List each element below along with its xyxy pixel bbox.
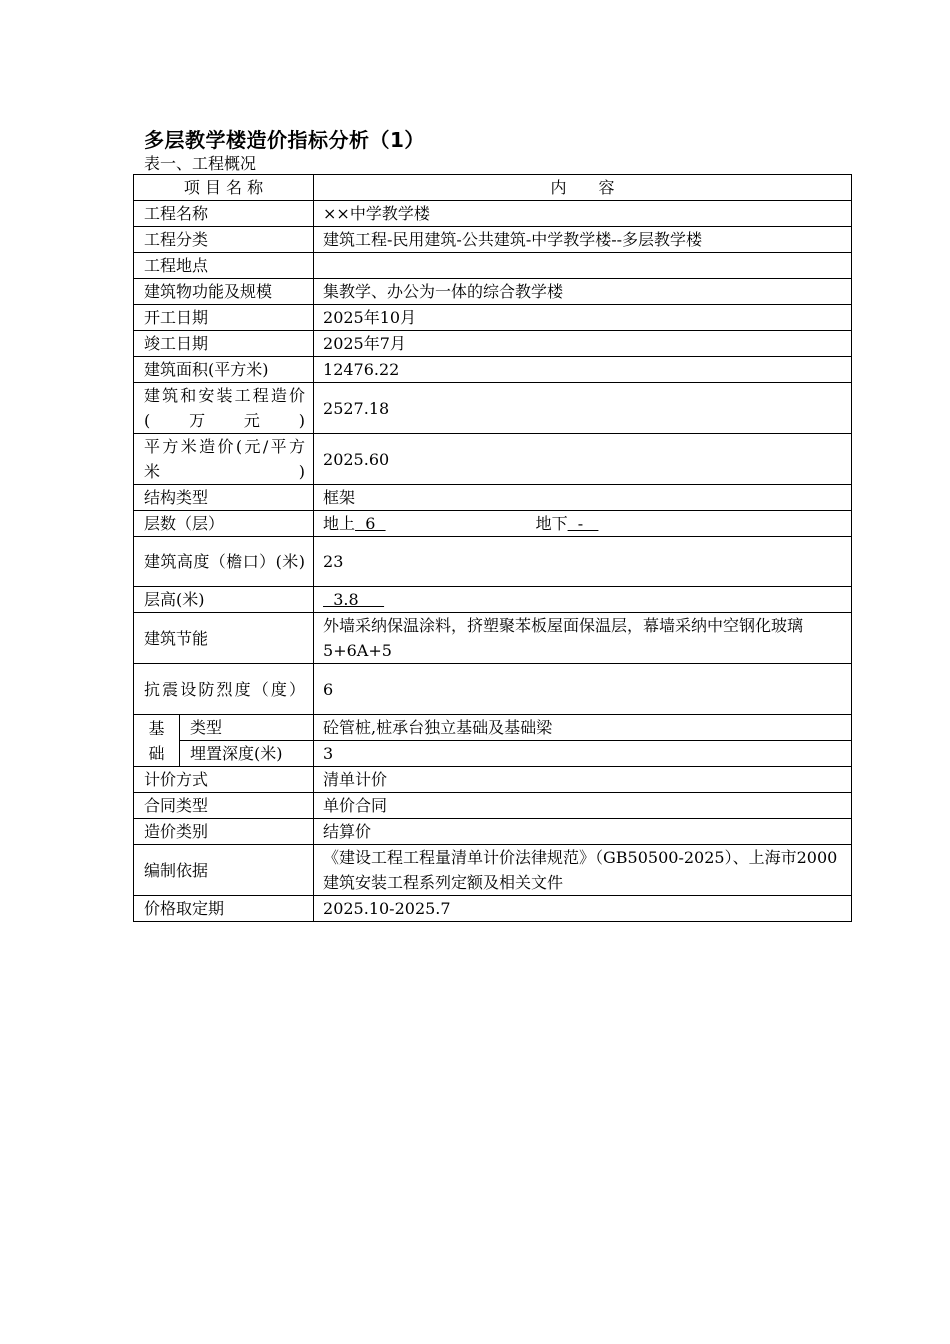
row-value: 2025年7月 xyxy=(314,331,852,357)
table-row xyxy=(134,793,852,819)
table-row xyxy=(134,227,852,253)
table-row xyxy=(134,357,852,383)
table-row xyxy=(134,613,852,664)
row-label: 造价类别 xyxy=(134,819,314,845)
row-value xyxy=(314,587,852,613)
row-value: 砼管桩,桩承台独立基础及基础梁 xyxy=(314,715,852,741)
row-label: 价格取定期 xyxy=(134,896,314,922)
floor-height-value: 3.8 xyxy=(323,590,385,609)
table-row xyxy=(134,845,852,896)
row-value: 外墙采纳保温涂料，挤塑聚苯板屋面保温层，幕墙采纳中空钢化玻璃5+6A+5 xyxy=(314,613,852,664)
row-label: 开工日期 xyxy=(134,305,314,331)
table-row xyxy=(134,741,852,767)
row-label: 建筑面积(平方米) xyxy=(134,357,314,383)
table-row xyxy=(134,664,852,715)
row-label: 建筑物功能及规模 xyxy=(134,279,314,305)
row-value: 6 xyxy=(314,664,852,715)
header-item-name: 项 目 名 称 xyxy=(134,175,314,201)
floors-above-label: 地上 xyxy=(323,514,356,533)
table-row xyxy=(134,511,852,537)
row-value: 结算价 xyxy=(314,819,852,845)
row-label: 编制依据 xyxy=(134,845,314,896)
row-label: 建筑节能 xyxy=(134,613,314,664)
row-label: 结构类型 xyxy=(134,485,314,511)
table-row xyxy=(134,383,852,434)
table-row xyxy=(134,253,852,279)
row-label: 合同类型 xyxy=(134,793,314,819)
row-value: 建筑工程-民用建筑-公共建筑-中学教学楼--多层教学楼 xyxy=(314,227,852,253)
floors-below-label: 地下 xyxy=(535,514,568,533)
row-value: 清单计价 xyxy=(314,767,852,793)
row-value: 3 xyxy=(314,741,852,767)
row-label: 工程分类 xyxy=(134,227,314,253)
floors-value xyxy=(314,511,852,537)
header-content: 内 容 xyxy=(314,175,852,201)
table-row xyxy=(134,819,852,845)
table-row xyxy=(134,201,852,227)
table-row xyxy=(134,537,852,587)
table-row xyxy=(134,715,852,741)
row-value: 23 xyxy=(314,537,852,587)
row-label: 工程地点 xyxy=(134,253,314,279)
table-caption: 表一、工程概况 xyxy=(144,154,257,173)
document-title: 多层教学楼造价指标分析（1） xyxy=(144,128,425,152)
table-header-row xyxy=(134,175,852,201)
foundation-label-bottom: 础 xyxy=(148,743,165,763)
table-row xyxy=(134,896,852,922)
table-row xyxy=(134,279,852,305)
project-overview-table xyxy=(133,174,852,922)
row-label: 埋置深度(米) xyxy=(180,741,314,767)
table-row xyxy=(134,767,852,793)
row-value: ××中学教学楼 xyxy=(314,201,852,227)
row-label: 类型 xyxy=(180,715,314,741)
table-row xyxy=(134,587,852,613)
floors-below-value: - xyxy=(567,514,599,533)
foundation-label xyxy=(134,715,180,767)
row-label: 工程名称 xyxy=(134,201,314,227)
floors-above-value: 6 xyxy=(355,514,386,533)
row-value: 2527.18 xyxy=(314,383,852,434)
row-label: 层高(米) xyxy=(134,587,314,613)
row-value xyxy=(314,253,852,279)
row-label: 建筑和安装工程造价(万元) xyxy=(134,383,314,434)
row-label: 计价方式 xyxy=(134,767,314,793)
row-value: 集教学、办公为一体的综合教学楼 xyxy=(314,279,852,305)
row-label: 平方米造价(元/平方米) xyxy=(134,434,314,485)
foundation-label-top: 基 xyxy=(148,718,165,738)
row-value: 2025年10月 xyxy=(314,305,852,331)
row-value: 2025.10-2025.7 xyxy=(314,896,852,922)
table-row xyxy=(134,434,852,485)
row-label: 层数（层） xyxy=(134,511,314,537)
table-row xyxy=(134,485,852,511)
row-value: 12476.22 xyxy=(314,357,852,383)
row-label: 竣工日期 xyxy=(134,331,314,357)
table-row xyxy=(134,305,852,331)
row-value: 单价合同 xyxy=(314,793,852,819)
row-label: 抗震设防烈度（度） xyxy=(134,664,314,715)
table-row xyxy=(134,331,852,357)
row-label: 建筑高度（檐口）(米) xyxy=(134,537,314,587)
row-value: 2025.60 xyxy=(314,434,852,485)
row-value: 框架 xyxy=(314,485,852,511)
row-value: 《建设工程工程量清单计价法律规范》（GB50500-2025）、上海市2000建筑安装工程系列定额及相关文件 xyxy=(314,845,852,896)
